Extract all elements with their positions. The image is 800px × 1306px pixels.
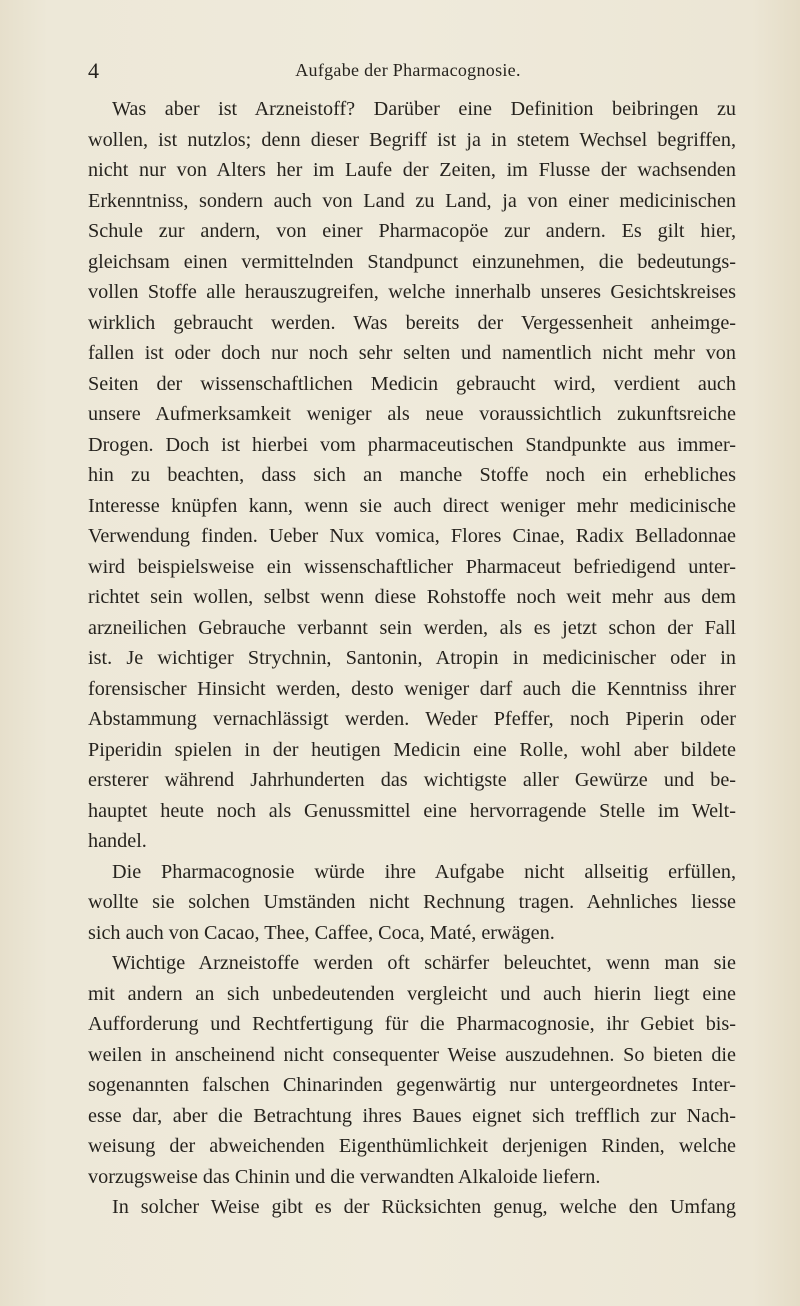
text-line: arzneilichen Gebrauche verbannt sein werden, als es jetzt schon der Fall [88, 616, 736, 639]
page-header [88, 58, 728, 88]
text-line: sich auch von Cacao, Thee, Caffee, Coca, Maté, erwägen. [88, 921, 555, 944]
text-line: unsere Aufmerksamkeit weniger als neue voraussichtlich zukunftsreiche [88, 403, 736, 425]
text-line: mit andern an sich unbedeutenden vergleicht und auch hierin liegt eine [88, 982, 736, 1005]
text-line: Die Pharmacognosie würde ihre Aufgabe nicht allseitig erfüllen, [112, 860, 736, 883]
text-line: richtet sein wollen, selbst wenn diese Rohstoffe noch weit mehr aus dem [88, 586, 736, 608]
text-line: weisung der abweichenden Eigenthümlichkeit derjenigen Rinden, welche [88, 1135, 736, 1157]
text-line: vorzugsweise das Chinin und die verwandten Alkaloide liefern. [88, 1165, 601, 1188]
text-line: Erkenntniss, sondern auch von Land zu Land, ja von einer medicinischen [88, 189, 736, 212]
text-line: Seiten der wissenschaftlichen Medicin gebraucht wird, verdient auch [88, 372, 736, 395]
text-line: forensischer Hinsicht werden, desto weniger darf auch die Kenntniss ihrer [88, 677, 736, 700]
text-line: Interesse knüpfen kann, wenn sie auch direct weniger mehr medicinische [88, 494, 736, 517]
text-line: hauptet heute noch als Genussmittel eine hervorragende Stelle im Welt- [88, 799, 736, 822]
text-line: Piperidin spielen in der heutigen Medicin eine Rolle, wohl aber bildete [88, 738, 736, 761]
text-line: handel. [88, 830, 147, 852]
text-line: Was aber ist Arzneistoff? Darüber eine Definition beibringen zu [112, 98, 736, 120]
text-line: ersterer während Jahrhunderten das wichtigste aller Gewürze und be- [88, 769, 736, 791]
text-line: gleichsam einen vermittelnden Standpunct einzunehmen, die bedeutungs- [88, 250, 736, 273]
text-line: Drogen. Doch ist hierbei vom pharmaceutischen Standpunkte aus immer- [88, 433, 736, 456]
page-number: 4 [88, 58, 99, 83]
text-line: wirklich gebraucht werden. Was bereits der Vergessenheit anheimge- [88, 311, 736, 334]
text-line: sogenannten falschen Chinarinden gegenwärtig nur untergeordnetes Inter- [88, 1074, 736, 1096]
text-line: Aufforderung und Rechtfertigung für die Pharmacognosie, ihr Gebiet bis- [88, 1013, 736, 1035]
text-line: Schule zur andern, von einer Pharmacopöe zur andern. Es gilt hier, [88, 220, 736, 242]
text-line: nicht nur von Alters her im Laufe der Zeiten, im Flusse der wachsenden [88, 159, 736, 181]
body-text [88, 94, 736, 1223]
text-line: ist. Je wichtiger Strychnin, Santonin, Atropin in medicinischer oder in [88, 647, 736, 669]
text-line: hin zu beachten, dass sich an manche Stoffe noch ein erhebliches [88, 464, 736, 486]
text-line: Abstammung vernachlässigt werden. Weder Pfeffer, noch Piperin oder [88, 708, 736, 730]
text-line: wollte sie solchen Umständen nicht Rechnung tragen. Aehnliches liesse [88, 891, 736, 913]
text-line: In solcher Weise gibt es der Rücksichten genug, welche den Umfang [112, 1196, 736, 1218]
text-line: weilen in anscheinend nicht consequenter Weise auszudehnen. So bieten die [88, 1043, 736, 1066]
text-line: Verwendung finden. Ueber Nux vomica, Flores Cinae, Radix Belladonnae [88, 525, 736, 547]
text-line: esse dar, aber die Betrachtung ihres Baues eignet sich trefflich zur Nach- [88, 1104, 736, 1127]
text-line: wird beispielsweise ein wissenschaftlicher Pharmaceut befriedigend unter- [88, 555, 736, 578]
text-line: wollen, ist nutzlos; denn dieser Begriff ist ja in stetem Wechsel begriffen, [88, 128, 736, 151]
text-line: Wichtige Arzneistoffe werden oft schärfer beleuchtet, wenn man sie [112, 952, 736, 974]
text-line: fallen ist oder doch nur noch sehr selten und namentlich nicht mehr von [88, 342, 736, 364]
running-title: Aufgabe der Pharmacognosie. [295, 60, 521, 80]
text-line: vollen Stoffe alle herauszugreifen, welche innerhalb unseres Gesichtskreises [88, 281, 736, 303]
